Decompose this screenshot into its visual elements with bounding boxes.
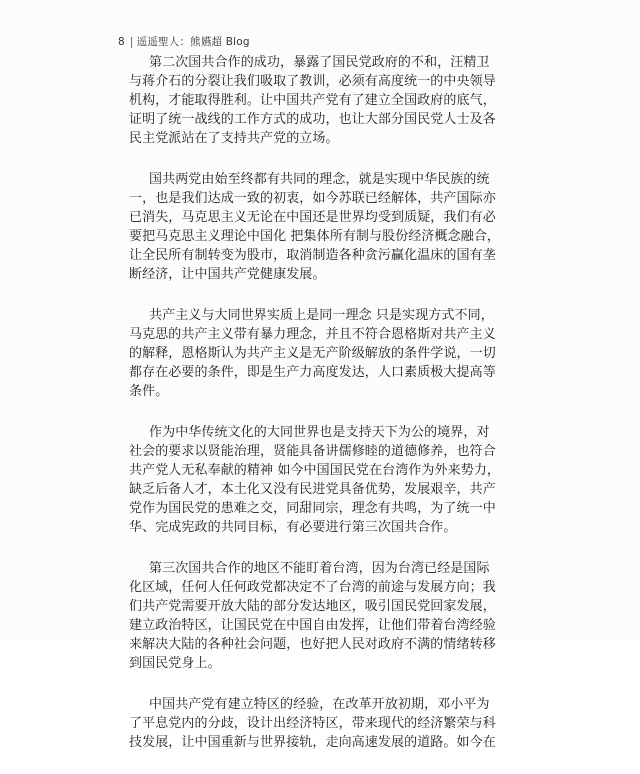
text-line: 们共产党需要开放大陆的部分发达地区，吸引国民党回家发展，	[129, 599, 496, 614]
text-line: 机构，才能取得胜利。让中国共产党有了建立全国政府的底气，	[129, 93, 496, 108]
text-line: 缺乏后备人才，本土化又没有民进党具备优势，发展艰辛，共产	[129, 482, 496, 497]
text-line: 第二次国共合作的成功，暴露了国民党政府的不和，汪精卫	[149, 55, 490, 70]
header-separator: |	[129, 36, 134, 48]
text-line: 作为中华传统文化的大同世界也是支持天下为公的境界，对	[149, 425, 490, 440]
page-body	[129, 53, 501, 774]
text-line: 社会的要求以贤能治理，贤能具备讲儒修睦的道德修养，也符合	[129, 444, 496, 459]
text-line: 与蒋介石的分裂让我们吸取了教训，必须有高度统一的中央领导	[129, 74, 496, 89]
text-line: 国共两党由始至终都有共同的理念，就是实现中华民族的统	[149, 172, 490, 187]
text-line: 到国民党身上。	[129, 656, 221, 671]
text-line: 已消失，马克思主义无论在中国还是世界均受到质疑，我们有必	[129, 210, 496, 225]
running-header	[118, 34, 250, 49]
text-line: 共产主义与大同世界实质上是同一理念 只是实现方式不同，	[149, 308, 494, 323]
paragraph	[129, 559, 496, 673]
text-line: 的解释，恩格斯认为共产主义是无产阶级解放的条件学说，一切	[129, 346, 496, 361]
text-line: 了平息党内的分歧，设计出经济特区，带来现代的经济繁荣与科	[129, 716, 496, 731]
paragraph	[129, 306, 496, 401]
text-line: 第三次国共合作的地区不能盯着台湾，因为台湾已经是国际	[149, 561, 490, 576]
text-line: 建立政治特区，让国民党在中国自由发挥，让他们带着台湾经验	[129, 618, 496, 633]
text-line: 党作为国民党的患难之交，同甜同宗，理念有共鸣，为了统一中	[129, 501, 496, 516]
book-title: 遥遥聖人：熊嬿超 Blog	[136, 36, 250, 48]
text-line: 断经济，让中国共产党健康发展。	[129, 267, 326, 282]
paragraph	[129, 695, 496, 752]
text-line: 条件。	[129, 384, 169, 399]
page-number: 8	[118, 36, 125, 48]
text-line: 共产党人无私奉献的精神 如今中国国民党在台湾作为外来势力，	[129, 463, 501, 478]
text-line: 都存在必要的条件，即是生产力高度发达，人口素质极大提高等	[129, 365, 496, 380]
text-line: 证明了统一战线的工作方式的成功，也让大部分国民党人士及各	[129, 112, 496, 127]
text-line: 让全民所有制转变为股市，取消制造各种贪污贏化温床的国有垄	[129, 248, 496, 263]
text-line: 来解决大陆的各种社会问题，也好把人民对政府不满的情绪转移	[129, 637, 496, 652]
text-line: 要把马克思主义理论中国化 把集体所有制与股份经济概念融合，	[129, 229, 501, 244]
text-line: 化区域，任何人任何政党都决定不了台湾的前途与发展方向；我	[129, 580, 496, 595]
text-line: 技发展，让中国重新与世界接轨，走向高速发展的道路。如今在	[129, 735, 496, 750]
paragraph	[129, 53, 496, 148]
text-line: 民主党派站在了支持共产党的立场。	[129, 131, 339, 146]
paragraph	[129, 423, 501, 537]
text-line: 中国共产党有建立特区的经验，在改革开放初期，邓小平为	[149, 697, 490, 712]
text-line: 马克思的共产主义带有暴力理念，并且不符合恩格斯对共产主义	[129, 327, 496, 342]
paragraph	[129, 170, 501, 284]
text-line: 一，也是我们达成一致的初衷，如今苏联已经解体，共产国际亦	[129, 191, 496, 206]
text-line: 华、完成宪政的共同目标，有必要进行第三次国共合作。	[129, 520, 457, 535]
